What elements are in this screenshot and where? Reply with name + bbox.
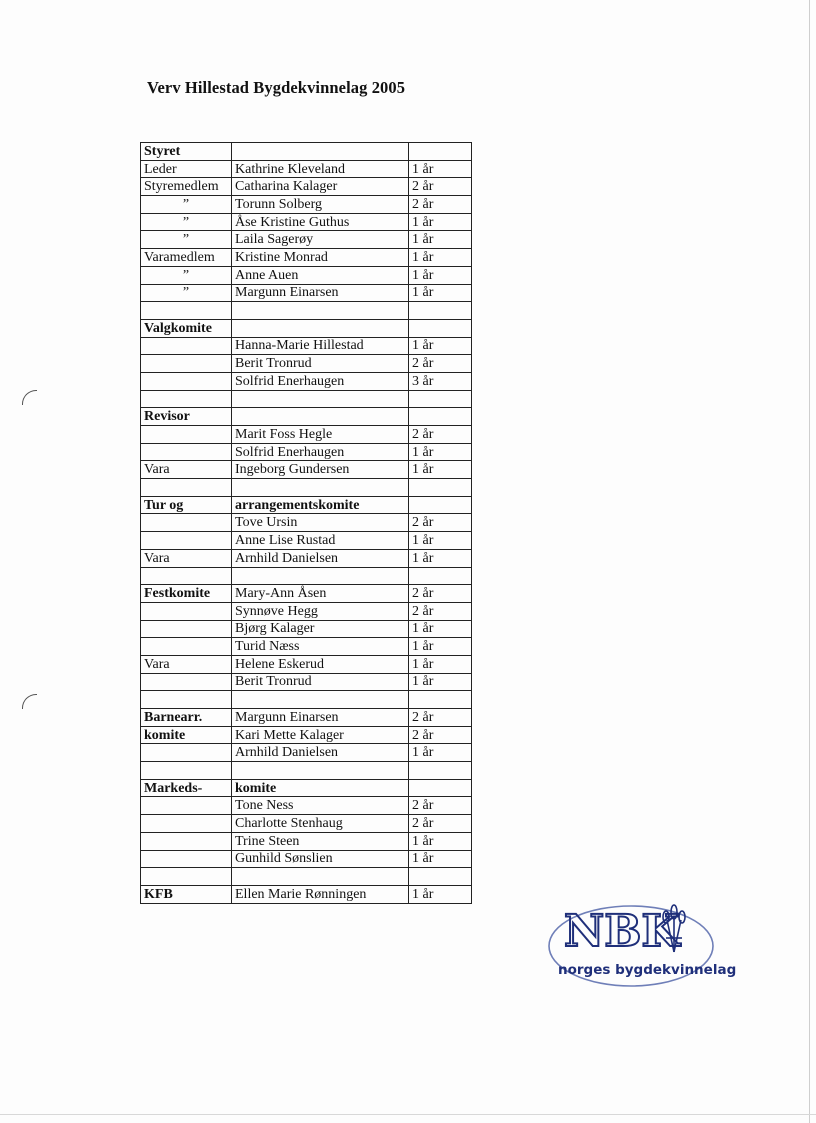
role-cell: ” <box>141 213 232 231</box>
nbk-logo <box>546 894 737 992</box>
role-cell: Festkomite <box>141 585 232 603</box>
role-cell <box>141 443 232 461</box>
punch-hole-mark <box>22 694 37 709</box>
table-row <box>141 479 472 497</box>
name-cell <box>232 390 409 408</box>
term-cell <box>409 479 472 497</box>
term-cell: 2 år <box>409 426 472 444</box>
role-cell <box>141 638 232 656</box>
term-cell: 1 år <box>409 532 472 550</box>
table-row <box>141 213 472 231</box>
table-row <box>141 337 472 355</box>
role-cell <box>141 762 232 780</box>
name-cell: Ingeborg Gundersen <box>232 461 409 479</box>
name-cell: Turid Næss <box>232 638 409 656</box>
name-cell: Trine Steen <box>232 832 409 850</box>
table-row <box>141 815 472 833</box>
name-cell: Anne Lise Rustad <box>232 532 409 550</box>
table-row <box>141 726 472 744</box>
term-cell: 2 år <box>409 797 472 815</box>
term-cell: 2 år <box>409 709 472 727</box>
table-row <box>141 302 472 320</box>
verv-table <box>140 142 472 904</box>
term-cell: 3 år <box>409 372 472 390</box>
term-cell: 1 år <box>409 443 472 461</box>
term-cell: 1 år <box>409 249 472 267</box>
table-row <box>141 620 472 638</box>
name-cell: Margunn Einarsen <box>232 709 409 727</box>
table-row <box>141 885 472 903</box>
name-cell: Gunhild Sønslien <box>232 850 409 868</box>
table-row <box>141 231 472 249</box>
name-cell: Solfrid Enerhaugen <box>232 372 409 390</box>
role-cell <box>141 797 232 815</box>
name-cell <box>232 143 409 161</box>
name-cell <box>232 319 409 337</box>
table-row <box>141 638 472 656</box>
term-cell: 1 år <box>409 160 472 178</box>
table-row <box>141 143 472 161</box>
table-row <box>141 443 472 461</box>
name-cell: Kristine Monrad <box>232 249 409 267</box>
term-cell: 1 år <box>409 638 472 656</box>
table-row <box>141 514 472 532</box>
name-cell: Catharina Kalager <box>232 178 409 196</box>
name-cell: Berit Tronrud <box>232 355 409 373</box>
name-cell: arrangementskomite <box>232 496 409 514</box>
role-cell: ” <box>141 231 232 249</box>
name-cell: Anne Auen <box>232 266 409 284</box>
role-cell: Varamedlem <box>141 249 232 267</box>
role-cell <box>141 337 232 355</box>
name-cell: Ellen Marie Rønningen <box>232 885 409 903</box>
name-cell: Charlotte Stenhaug <box>232 815 409 833</box>
term-cell: 1 år <box>409 461 472 479</box>
role-cell: KFB <box>141 885 232 903</box>
page-title: Verv Hillestad Bygdekvinnelag 2005 <box>147 78 406 97</box>
role-cell: ” <box>141 266 232 284</box>
role-cell <box>141 355 232 373</box>
term-cell <box>409 779 472 797</box>
name-cell: Bjørg Kalager <box>232 620 409 638</box>
table-row <box>141 178 472 196</box>
name-cell: Tove Ursin <box>232 514 409 532</box>
role-cell: Leder <box>141 160 232 178</box>
term-cell: 1 år <box>409 213 472 231</box>
name-cell: Kathrine Kleveland <box>232 160 409 178</box>
term-cell <box>409 319 472 337</box>
name-cell: Solfrid Enerhaugen <box>232 443 409 461</box>
role-cell <box>141 372 232 390</box>
name-cell: komite <box>232 779 409 797</box>
role-cell: Styret <box>141 143 232 161</box>
name-cell: Arnhild Danielsen <box>232 549 409 567</box>
name-cell: Mary-Ann Åsen <box>232 585 409 603</box>
role-cell <box>141 567 232 585</box>
table-row <box>141 709 472 727</box>
role-cell <box>141 691 232 709</box>
term-cell: 1 år <box>409 266 472 284</box>
table-row <box>141 744 472 762</box>
term-cell: 2 år <box>409 585 472 603</box>
table-row <box>141 496 472 514</box>
term-cell: 1 år <box>409 337 472 355</box>
table-row <box>141 549 472 567</box>
table-row <box>141 160 472 178</box>
table-row <box>141 567 472 585</box>
table-row <box>141 585 472 603</box>
table-row <box>141 196 472 214</box>
name-cell <box>232 479 409 497</box>
term-cell <box>409 868 472 886</box>
term-cell <box>409 408 472 426</box>
name-cell <box>232 762 409 780</box>
table-row <box>141 850 472 868</box>
term-cell: 2 år <box>409 815 472 833</box>
name-cell <box>232 691 409 709</box>
name-cell: Berit Tronrud <box>232 673 409 691</box>
role-cell <box>141 602 232 620</box>
term-cell: 1 år <box>409 885 472 903</box>
role-cell <box>141 815 232 833</box>
name-cell: Marit Foss Hegle <box>232 426 409 444</box>
role-cell <box>141 514 232 532</box>
table-row <box>141 266 472 284</box>
term-cell: 1 år <box>409 744 472 762</box>
name-cell: Laila Sagerøy <box>232 231 409 249</box>
name-cell: Margunn Einarsen <box>232 284 409 302</box>
term-cell: 2 år <box>409 355 472 373</box>
name-cell <box>232 302 409 320</box>
role-cell <box>141 868 232 886</box>
role-cell <box>141 426 232 444</box>
scan-bottom-edge <box>0 1114 816 1115</box>
table-row <box>141 832 472 850</box>
name-cell <box>232 408 409 426</box>
term-cell <box>409 691 472 709</box>
name-cell: Åse Kristine Guthus <box>232 213 409 231</box>
table-row <box>141 673 472 691</box>
name-cell: Synnøve Hegg <box>232 602 409 620</box>
table-row <box>141 372 472 390</box>
table-row <box>141 762 472 780</box>
punch-hole-mark <box>22 390 37 405</box>
role-cell: ” <box>141 284 232 302</box>
role-cell <box>141 302 232 320</box>
table-row <box>141 797 472 815</box>
table-row <box>141 355 472 373</box>
term-cell: 1 år <box>409 832 472 850</box>
role-cell: Barnearr. <box>141 709 232 727</box>
name-cell: Helene Eskerud <box>232 655 409 673</box>
term-cell <box>409 762 472 780</box>
term-cell: 1 år <box>409 620 472 638</box>
table-row <box>141 602 472 620</box>
name-cell <box>232 567 409 585</box>
table-row <box>141 319 472 337</box>
term-cell <box>409 143 472 161</box>
name-cell: Kari Mette Kalager <box>232 726 409 744</box>
role-cell <box>141 744 232 762</box>
role-cell <box>141 850 232 868</box>
role-cell <box>141 620 232 638</box>
name-cell: Torunn Solberg <box>232 196 409 214</box>
role-cell <box>141 390 232 408</box>
term-cell: 2 år <box>409 196 472 214</box>
name-cell: Hanna-Marie Hillestad <box>232 337 409 355</box>
term-cell: 2 år <box>409 514 472 532</box>
term-cell: 1 år <box>409 549 472 567</box>
role-cell: Tur og <box>141 496 232 514</box>
table-row <box>141 655 472 673</box>
role-cell: Valgkomite <box>141 319 232 337</box>
table-row <box>141 779 472 797</box>
term-cell: 1 år <box>409 231 472 249</box>
logo-wordmark: NBK <box>564 906 680 957</box>
term-cell: 2 år <box>409 602 472 620</box>
role-cell: Vara <box>141 549 232 567</box>
table-row <box>141 868 472 886</box>
table-row <box>141 284 472 302</box>
role-cell: Revisor <box>141 408 232 426</box>
table-row <box>141 408 472 426</box>
term-cell: 1 år <box>409 655 472 673</box>
term-cell <box>409 302 472 320</box>
term-cell <box>409 390 472 408</box>
role-cell: Vara <box>141 655 232 673</box>
name-cell: Arnhild Danielsen <box>232 744 409 762</box>
logo-tagline: norges bygdekvinnelag <box>558 962 737 978</box>
term-cell: 1 år <box>409 850 472 868</box>
term-cell: 2 år <box>409 726 472 744</box>
role-cell: ” <box>141 196 232 214</box>
table-row <box>141 390 472 408</box>
role-cell: komite <box>141 726 232 744</box>
term-cell: 1 år <box>409 673 472 691</box>
table-row <box>141 249 472 267</box>
role-cell <box>141 532 232 550</box>
role-cell <box>141 832 232 850</box>
role-cell: Markeds- <box>141 779 232 797</box>
role-cell: Styremedlem <box>141 178 232 196</box>
role-cell: Vara <box>141 461 232 479</box>
table-row <box>141 691 472 709</box>
table-row <box>141 461 472 479</box>
name-cell <box>232 868 409 886</box>
name-cell: Tone Ness <box>232 797 409 815</box>
scan-edge <box>809 0 810 1123</box>
term-cell: 1 år <box>409 284 472 302</box>
role-cell <box>141 673 232 691</box>
term-cell: 2 år <box>409 178 472 196</box>
term-cell <box>409 567 472 585</box>
term-cell <box>409 496 472 514</box>
table-row <box>141 426 472 444</box>
role-cell <box>141 479 232 497</box>
table-row <box>141 532 472 550</box>
